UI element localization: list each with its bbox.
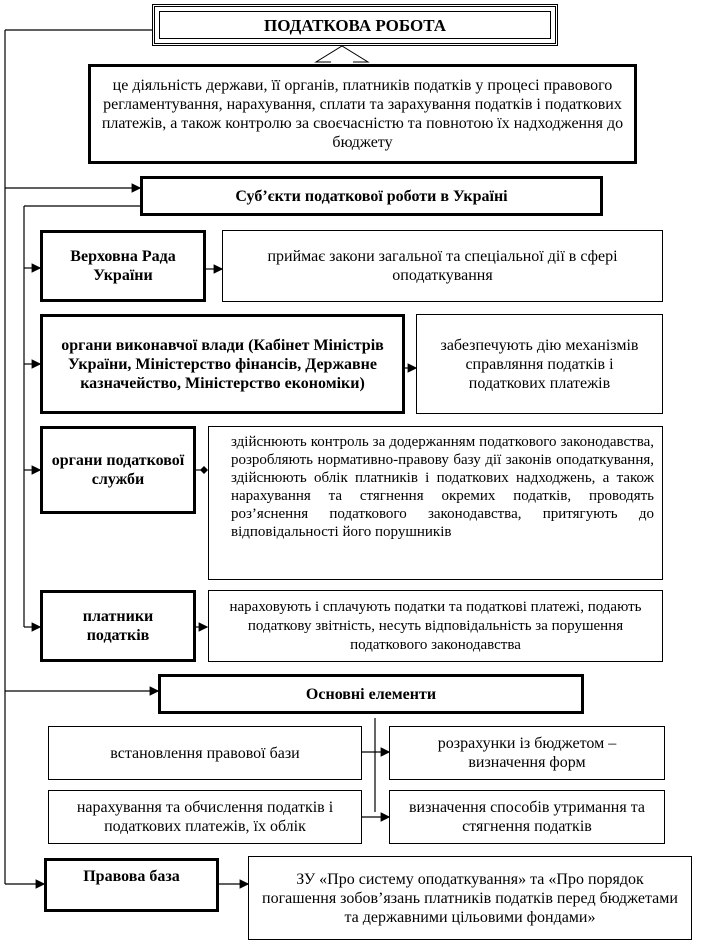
- element-budget-settlements: [389, 726, 665, 780]
- element-tax-calculation: [48, 790, 362, 844]
- subject-name: органи податкової служби: [51, 452, 185, 488]
- subjects-header-box: [140, 176, 603, 216]
- subject-desc: приймає закони загальної та спеціальної дії в сфері оподаткування: [267, 248, 618, 284]
- definition-box: [88, 64, 637, 164]
- title-box: [152, 4, 558, 46]
- subject-desc-box: [416, 314, 663, 414]
- subject-desc: нараховують і сплачують податки та податкові платежі, подають податкову звітність, несуть відповідальність за порушення податкового законодавства: [229, 598, 642, 653]
- subject-desc: здійснюють контроль за додержанням податкового законодавства, розробляють нормативно-правову базу дії законів оподаткування, здійснюють облік платників і податкових надходжень, а також нарахування та стягнення окремих податків, проводять роз’яснення податкового законодавства, притягують до відповідальності його порушників: [231, 434, 654, 540]
- definition-text: це діяльність держави, її органів, платників податків у процесі правового регламентування, нарахування, сплати та зарахування податків і податкових платежів, а також контролю за своєчасністю та повнотою їх надходження до бюджету: [101, 77, 624, 151]
- subject-desc-box: [208, 590, 663, 662]
- element-legal-base: [48, 726, 362, 780]
- subject-executive-bodies: [40, 314, 405, 414]
- subject-verkhovna-rada: [40, 230, 206, 302]
- subjects-header: Суб’єкти податкової роботи в Україні: [235, 187, 508, 205]
- element-text: визначення способів утримання та стягнення податків: [408, 799, 646, 835]
- legal-base-label-box: [44, 858, 219, 912]
- element-text: розрахунки із бюджетом – визначення форм: [437, 735, 617, 771]
- element-collection-methods: [389, 790, 665, 844]
- legal-base-text: ЗУ «Про систему оподаткування» та «Про порядок погашення зобов’язань платників податків перед бюджетами та державними цільовими фондами»: [262, 870, 678, 926]
- subject-taxpayers: [40, 590, 196, 662]
- legal-base-text-box: [248, 856, 692, 940]
- subject-name: Верховна Рада України: [70, 248, 176, 284]
- subject-tax-service: [40, 426, 196, 514]
- title-text: ПОДАТКОВА РОБОТА: [264, 15, 446, 35]
- subject-desc-box: [222, 230, 663, 302]
- subject-name: органи виконавчої влади (Кабінет Міністрів України, Міністерство фінансів, Державне казначейство, Міністерство економіки): [61, 336, 384, 392]
- elements-header-box: [158, 674, 584, 714]
- subject-name: платники податків: [82, 608, 154, 644]
- subject-desc: забезпечують дію механізмів справляння податків і податкових платежів: [440, 336, 639, 392]
- elements-header: Основні елементи: [305, 685, 437, 703]
- subject-desc-box: [208, 426, 663, 580]
- legal-base-label: Правова база: [83, 868, 180, 885]
- element-text: встановлення правової бази: [110, 744, 300, 762]
- element-text: нарахування та обчислення податків і податкових платежів, їх облік: [76, 799, 334, 835]
